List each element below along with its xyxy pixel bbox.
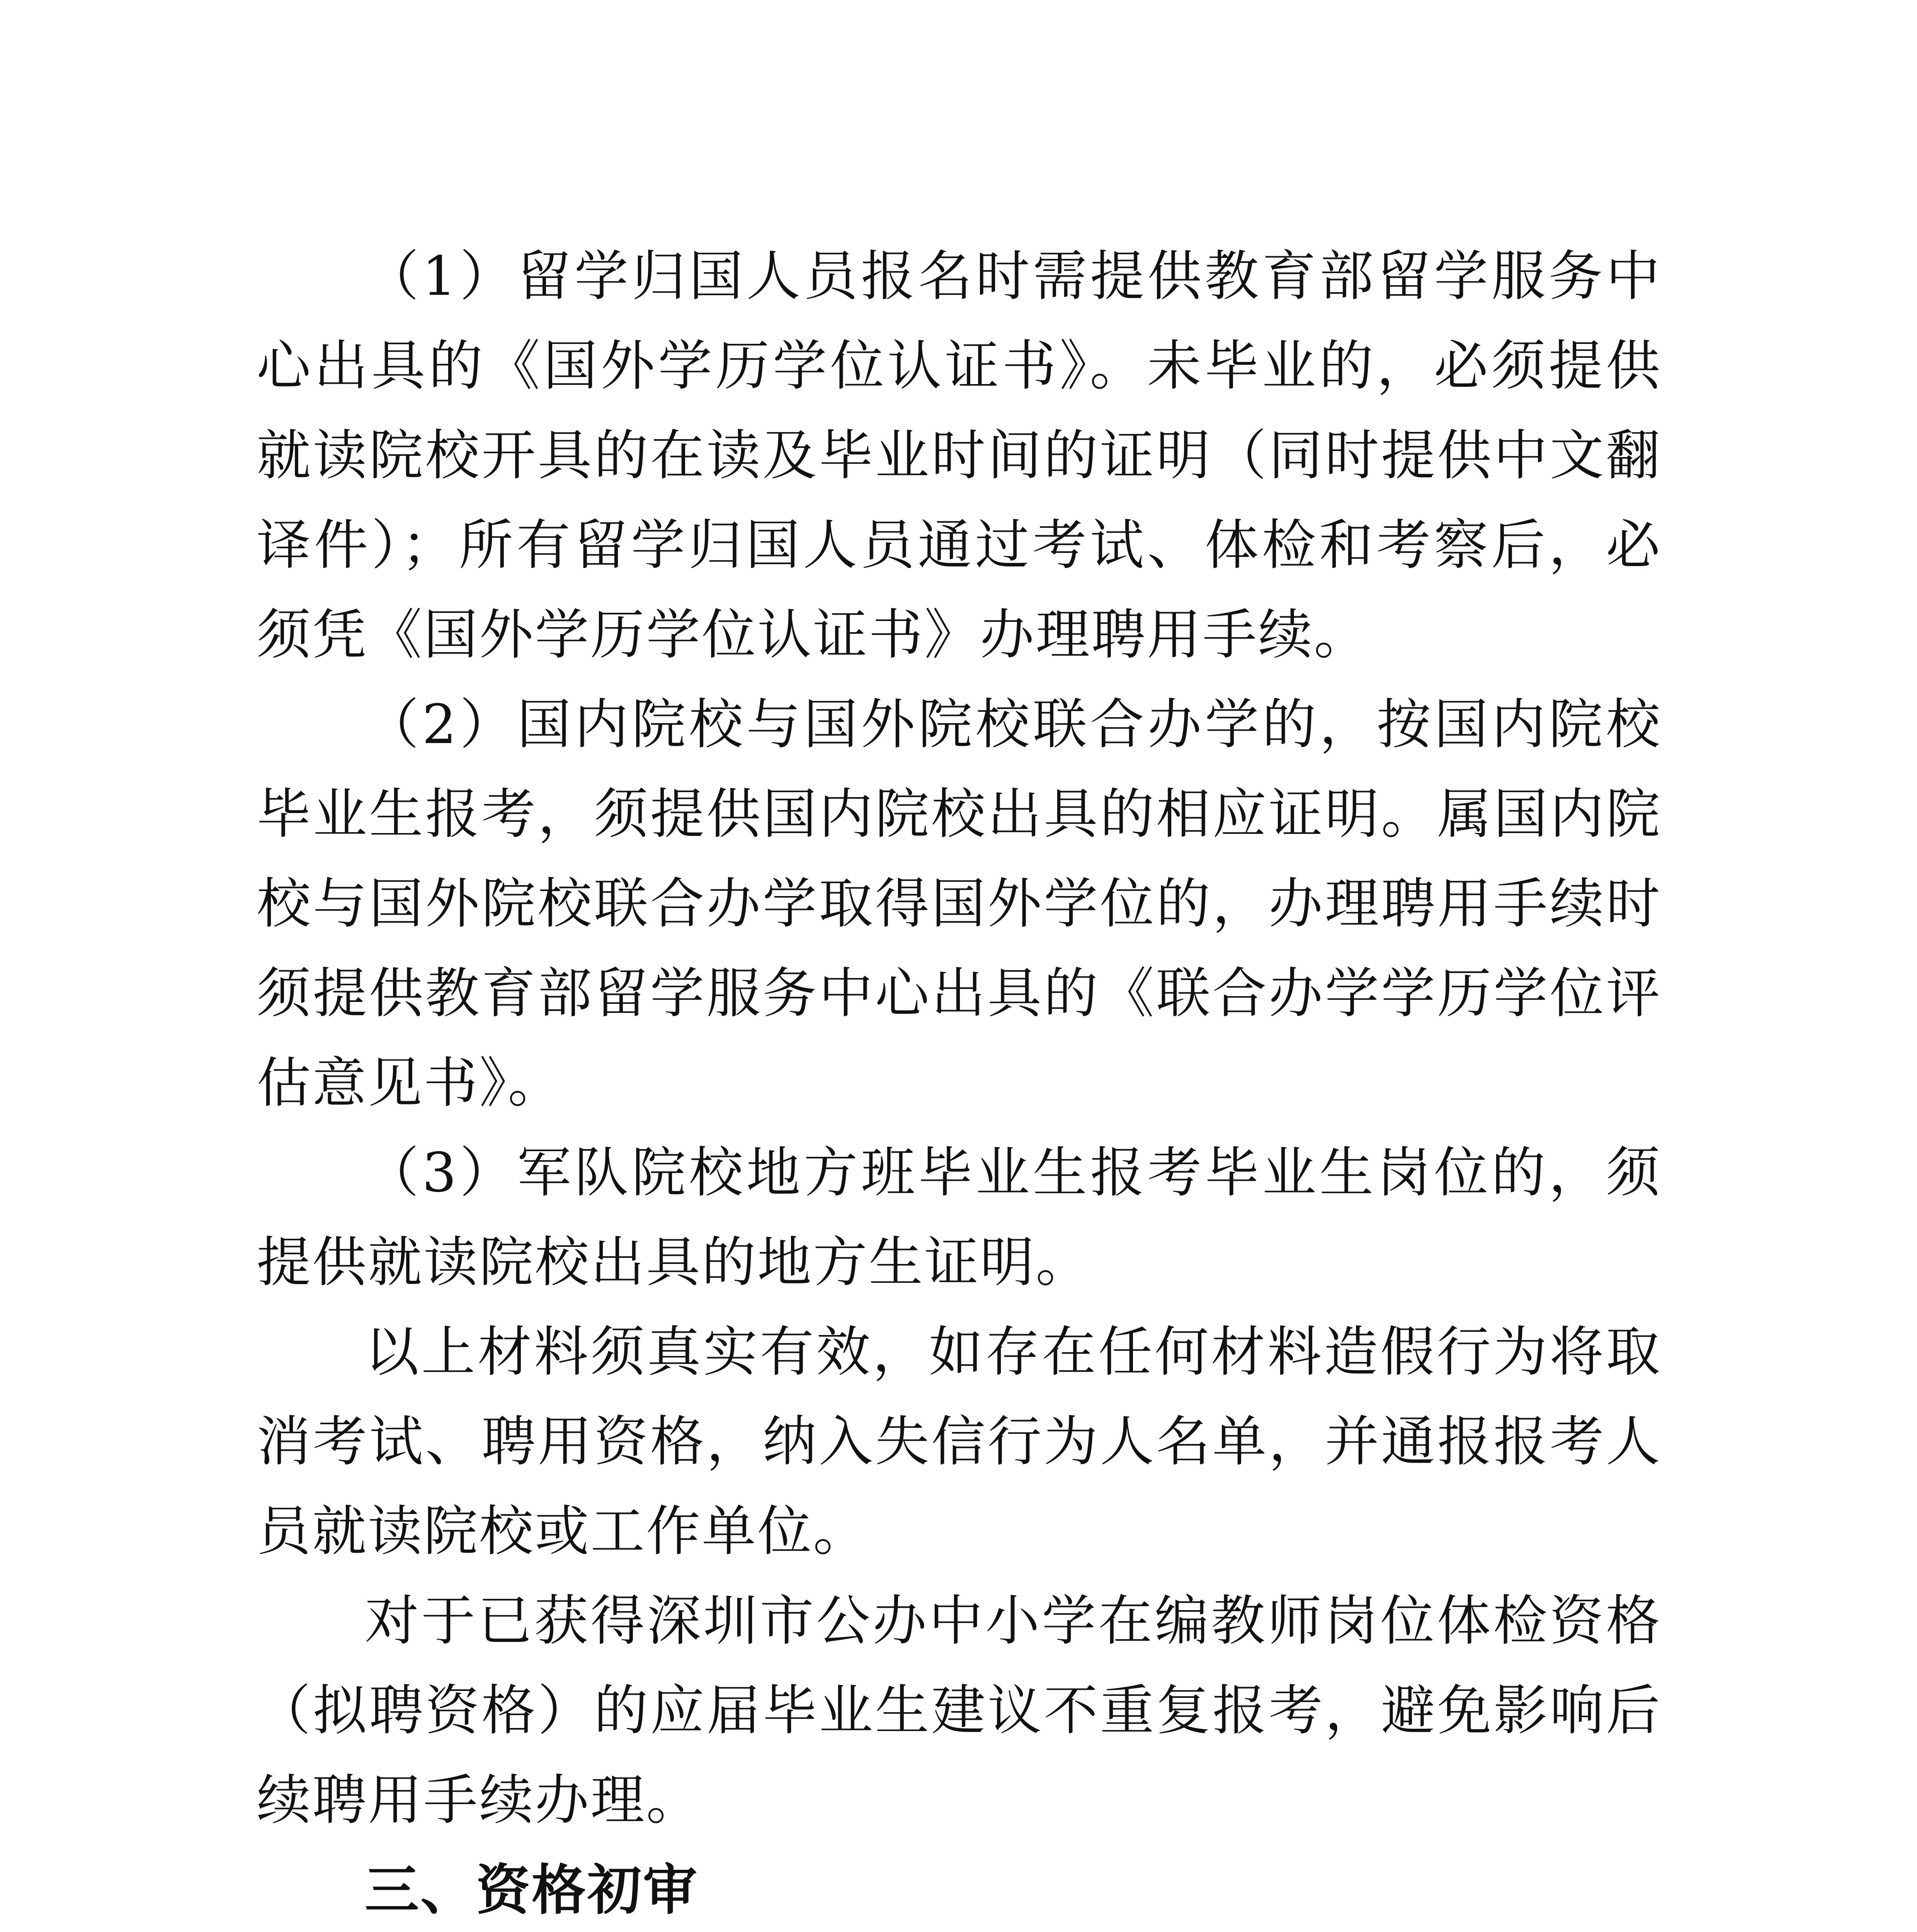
section-heading: 三、资格初审 [365, 1859, 699, 1922]
paragraph-authenticity: 以上材料须真实有效，如存在任何材料造假行为将取消考试、聘用资格，纳入失信行为人名单，并通报报考人员就读院校或工作单位。 [257, 1321, 1662, 1563]
document-body [257, 232, 1662, 1932]
paragraph-joint-programs: （2）国内院校与国外院校联合办学的，按国内院校毕业生报考，须提供国内院校出具的相应证明。属国内院校与国外院校联合办学取得国外学位的，办理聘用手续时须提供教育部留学服务中心出具的《联合办学学历学位评估意见书》。 [257, 693, 1662, 1115]
paragraph-overseas-returnees: （1）留学归国人员报名时需提供教育部留学服务中心出具的《国外学历学位认证书》。未毕业的，必须提供就读院校开具的在读及毕业时间的证明（同时提供中文翻译件）；所有留学归国人员通过考试、体检和考察后，必须凭《国外学历学位认证书》办理聘用手续。 [257, 245, 1662, 667]
paragraph-shenzhen-notice: 对于已获得深圳市公办中小学在编教师岗位体检资格（拟聘资格）的应届毕业生建议不重复报考，避免影响后续聘用手续办理。 [257, 1590, 1662, 1832]
paragraph-military-colleges: （3）军队院校地方班毕业生报考毕业生岗位的，须提供就读院校出具的地方生证明。 [257, 1141, 1662, 1294]
